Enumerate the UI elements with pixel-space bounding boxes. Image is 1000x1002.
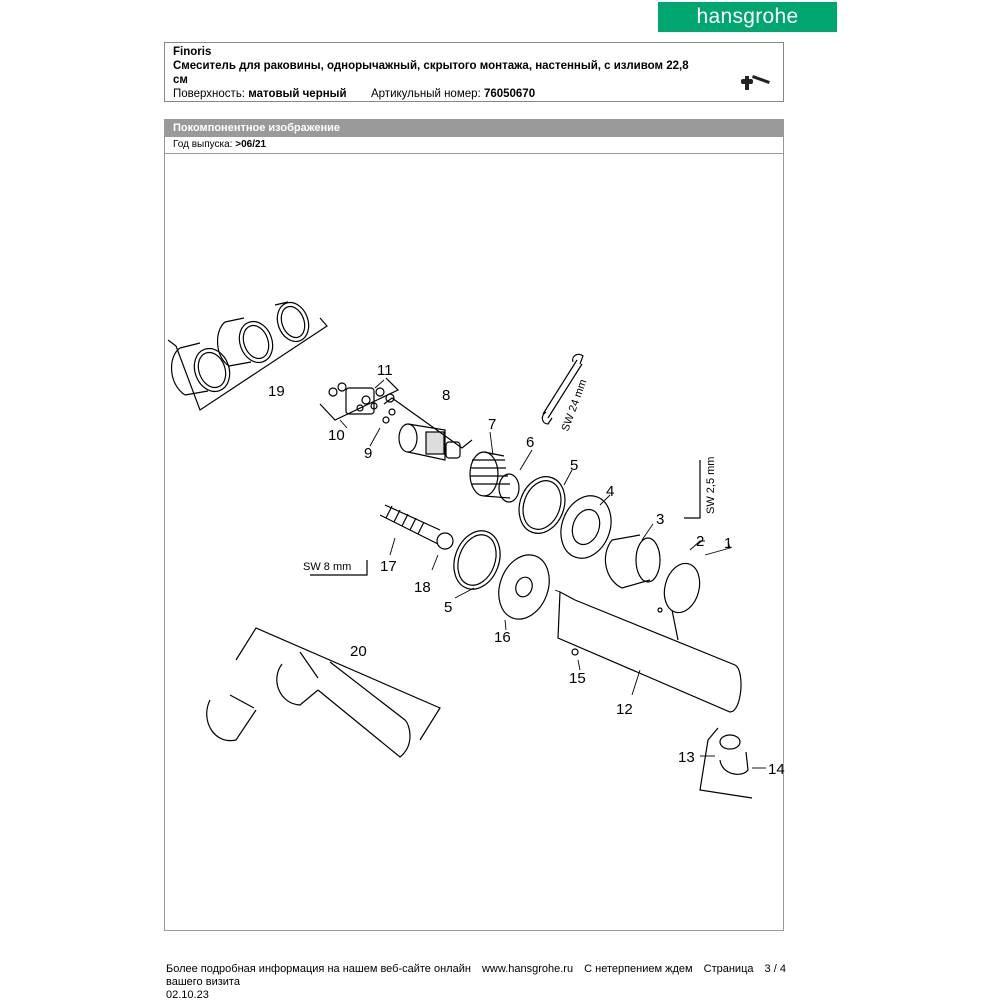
hansgrohe-logo: hansgrohe — [658, 2, 837, 32]
product-description-cont: см — [173, 74, 188, 86]
label-part-2: 2 — [696, 533, 705, 550]
label-part-8: 8 — [442, 387, 451, 404]
footer-page-label: Страница — [703, 963, 754, 975]
label-sw8: SW 8 mm — [303, 561, 352, 573]
product-header — [164, 42, 784, 102]
label-part-10: 10 — [328, 427, 345, 444]
label-part-13: 13 — [678, 749, 695, 766]
label-sw25: SW 2,5 mm — [705, 456, 717, 514]
label-part-9: 9 — [364, 445, 373, 462]
footer-date: 02.10.23 — [166, 989, 209, 1001]
footer-website-link[interactable]: www.hansgrohe.ru — [481, 963, 574, 975]
product-name: Finoris — [173, 46, 212, 58]
label-sw24: SW 24 mm — [559, 377, 590, 434]
label-part-11: 11 — [377, 362, 393, 379]
footer-closing-cont: вашего визита — [166, 976, 240, 988]
product-thumbnail-icon — [737, 71, 773, 93]
label-part-5-top: 5 — [570, 457, 579, 474]
footer-page-number: 3 / 4 — [764, 963, 786, 975]
footer-closing: С нетерпением ждем — [584, 963, 693, 975]
release-year — [165, 137, 783, 154]
label-part-7: 7 — [488, 416, 497, 433]
label-part-6: 6 — [526, 434, 535, 451]
surface-value: матовый черный — [248, 88, 347, 100]
label-part-15: 15 — [569, 670, 586, 687]
page-footer — [166, 963, 786, 1002]
product-meta — [173, 87, 775, 101]
article-label: Артикульный номер: — [370, 88, 481, 100]
article-value: 76050670 — [483, 88, 536, 100]
label-part-18: 18 — [414, 579, 431, 596]
label-part-5-bottom: 5 — [444, 599, 453, 616]
section-title: Покомпонентное изображение — [165, 120, 783, 137]
label-part-1: 1 — [724, 535, 733, 552]
label-part-12: 12 — [616, 701, 633, 718]
label-part-14: 14 — [768, 761, 785, 778]
year-value: >06/21 — [235, 139, 267, 150]
footer-info: Более подробная информация на нашем веб-сайте онлайн — [166, 963, 471, 975]
year-label: Год выпуска: — [173, 139, 233, 150]
product-description: Смеситель для раковины, однорычажный, скрытого монтажа, настенный, с изливом 22,8 — [173, 60, 689, 72]
label-part-16: 16 — [494, 629, 511, 646]
label-part-19: 19 — [268, 383, 285, 400]
label-part-4: 4 — [606, 483, 615, 500]
label-part-17: 17 — [380, 558, 397, 575]
surface-label: Поверхность: — [173, 88, 246, 100]
exploded-view-section — [164, 119, 784, 931]
label-part-20: 20 — [350, 643, 367, 660]
label-part-3: 3 — [656, 511, 665, 528]
